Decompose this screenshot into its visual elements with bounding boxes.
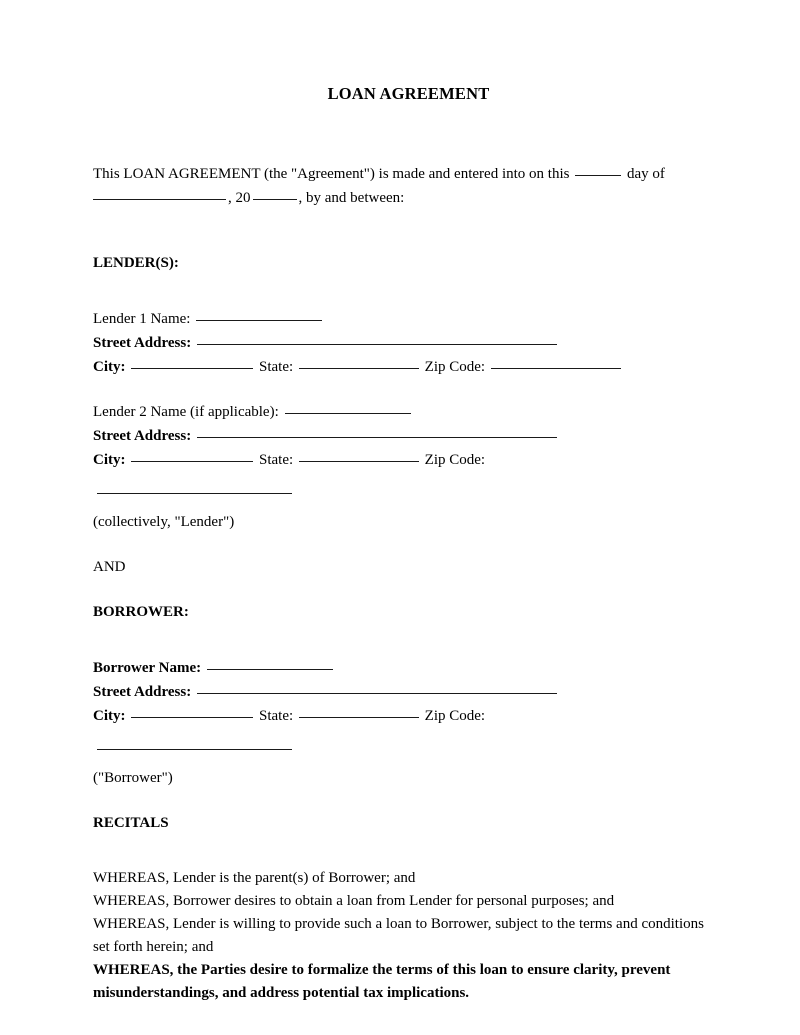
spacer	[93, 275, 718, 307]
spacer	[93, 534, 718, 555]
lender1-state-label: State:	[259, 359, 294, 375]
intro-text-part2: day of	[626, 166, 665, 182]
lender2-zip-input[interactable]	[97, 483, 292, 494]
borrower-state-input[interactable]	[299, 707, 419, 718]
conjunction-and: AND	[93, 559, 126, 575]
spacer	[93, 750, 718, 766]
borrower-name-row	[93, 656, 718, 680]
spacer	[93, 835, 718, 867]
lender2-name-label: Lender 2 Name (if applicable):	[93, 404, 279, 420]
lender1-state-input[interactable]	[299, 358, 419, 369]
lender2-city-input[interactable]	[131, 451, 253, 462]
borrower-name-input[interactable]	[207, 659, 333, 670]
lender1-street-label: Street Address:	[93, 335, 192, 351]
spacer	[93, 579, 718, 600]
spacer	[93, 379, 718, 400]
borrower-street-input[interactable]	[197, 683, 557, 694]
lender1-city-label: City:	[93, 359, 126, 375]
lender1-name-label: Lender 1 Name:	[93, 311, 191, 327]
borrower-zip-label: Zip Code:	[424, 708, 486, 724]
borrower-citystatezip-row	[93, 704, 718, 750]
borrower-street-label: Street Address:	[93, 684, 192, 700]
borrower-name-label: Borrower Name:	[93, 660, 202, 676]
borrower-zip-input[interactable]	[97, 739, 292, 750]
borrower-state-label: State:	[259, 708, 294, 724]
lender1-zip-input[interactable]	[491, 358, 621, 369]
recital-line-3: WHEREAS, Lender is willing to provide such a loan to Borrower, subject to the terms and conditions set forth herein; and	[93, 916, 704, 955]
borrower-city-input[interactable]	[131, 707, 253, 718]
spacer	[93, 494, 718, 510]
borrower-collective-note: ("Borrower")	[93, 770, 173, 786]
lender-section-heading: LENDER(S):	[93, 255, 179, 271]
lender2-name-row	[93, 400, 718, 424]
intro-text-part1: This LOAN AGREEMENT (the "Agreement") is made and entered into on this	[93, 166, 570, 182]
lender2-street-label: Street Address:	[93, 428, 192, 444]
month-blank-field[interactable]	[93, 189, 226, 200]
recital-line-2: WHEREAS, Borrower desires to obtain a loan from Lender for personal purposes; and	[93, 893, 615, 909]
lender1-citystatezip-row	[93, 355, 718, 379]
borrower-section-heading: BORROWER:	[93, 604, 189, 620]
lender2-state-label: State:	[259, 452, 294, 468]
lender2-street-input[interactable]	[197, 427, 557, 438]
lender2-name-input[interactable]	[285, 403, 411, 414]
borrower-street-row	[93, 680, 718, 704]
intro-paragraph	[93, 162, 718, 210]
recitals-heading: RECITALS	[93, 815, 169, 831]
spacer	[93, 624, 718, 656]
intro-text-part4: , by and between:	[298, 190, 405, 206]
page-title: LOAN AGREEMENT	[327, 84, 490, 103]
lender2-city-label: City:	[93, 452, 126, 468]
lender2-street-row	[93, 424, 718, 448]
day-blank-field[interactable]	[575, 165, 621, 176]
lender2-state-input[interactable]	[299, 451, 419, 462]
recital-line-1: WHEREAS, Lender is the parent(s) of Borrower; and	[93, 870, 416, 886]
lender1-name-row	[93, 307, 718, 331]
borrower-city-label: City:	[93, 708, 126, 724]
lender1-zip-label: Zip Code:	[424, 359, 486, 375]
lender-collective-note: (collectively, "Lender")	[93, 514, 235, 530]
document-body	[93, 0, 718, 1005]
recital-line-4-bold: WHEREAS, the Parties desire to formalize the terms of this loan to ensure clarity, prevent misunderstandings, and address potential tax implications.	[93, 962, 671, 1001]
spacer	[93, 790, 718, 811]
year-blank-field[interactable]	[253, 189, 297, 200]
lender1-city-input[interactable]	[131, 358, 253, 369]
lender1-name-input[interactable]	[196, 310, 322, 321]
lender1-street-row	[93, 331, 718, 355]
lender1-street-input[interactable]	[197, 334, 557, 345]
spacer	[93, 210, 718, 251]
intro-text-part3: , 20	[228, 190, 251, 206]
lender2-zip-label: Zip Code:	[424, 452, 486, 468]
lender2-citystatezip-row	[93, 448, 718, 494]
